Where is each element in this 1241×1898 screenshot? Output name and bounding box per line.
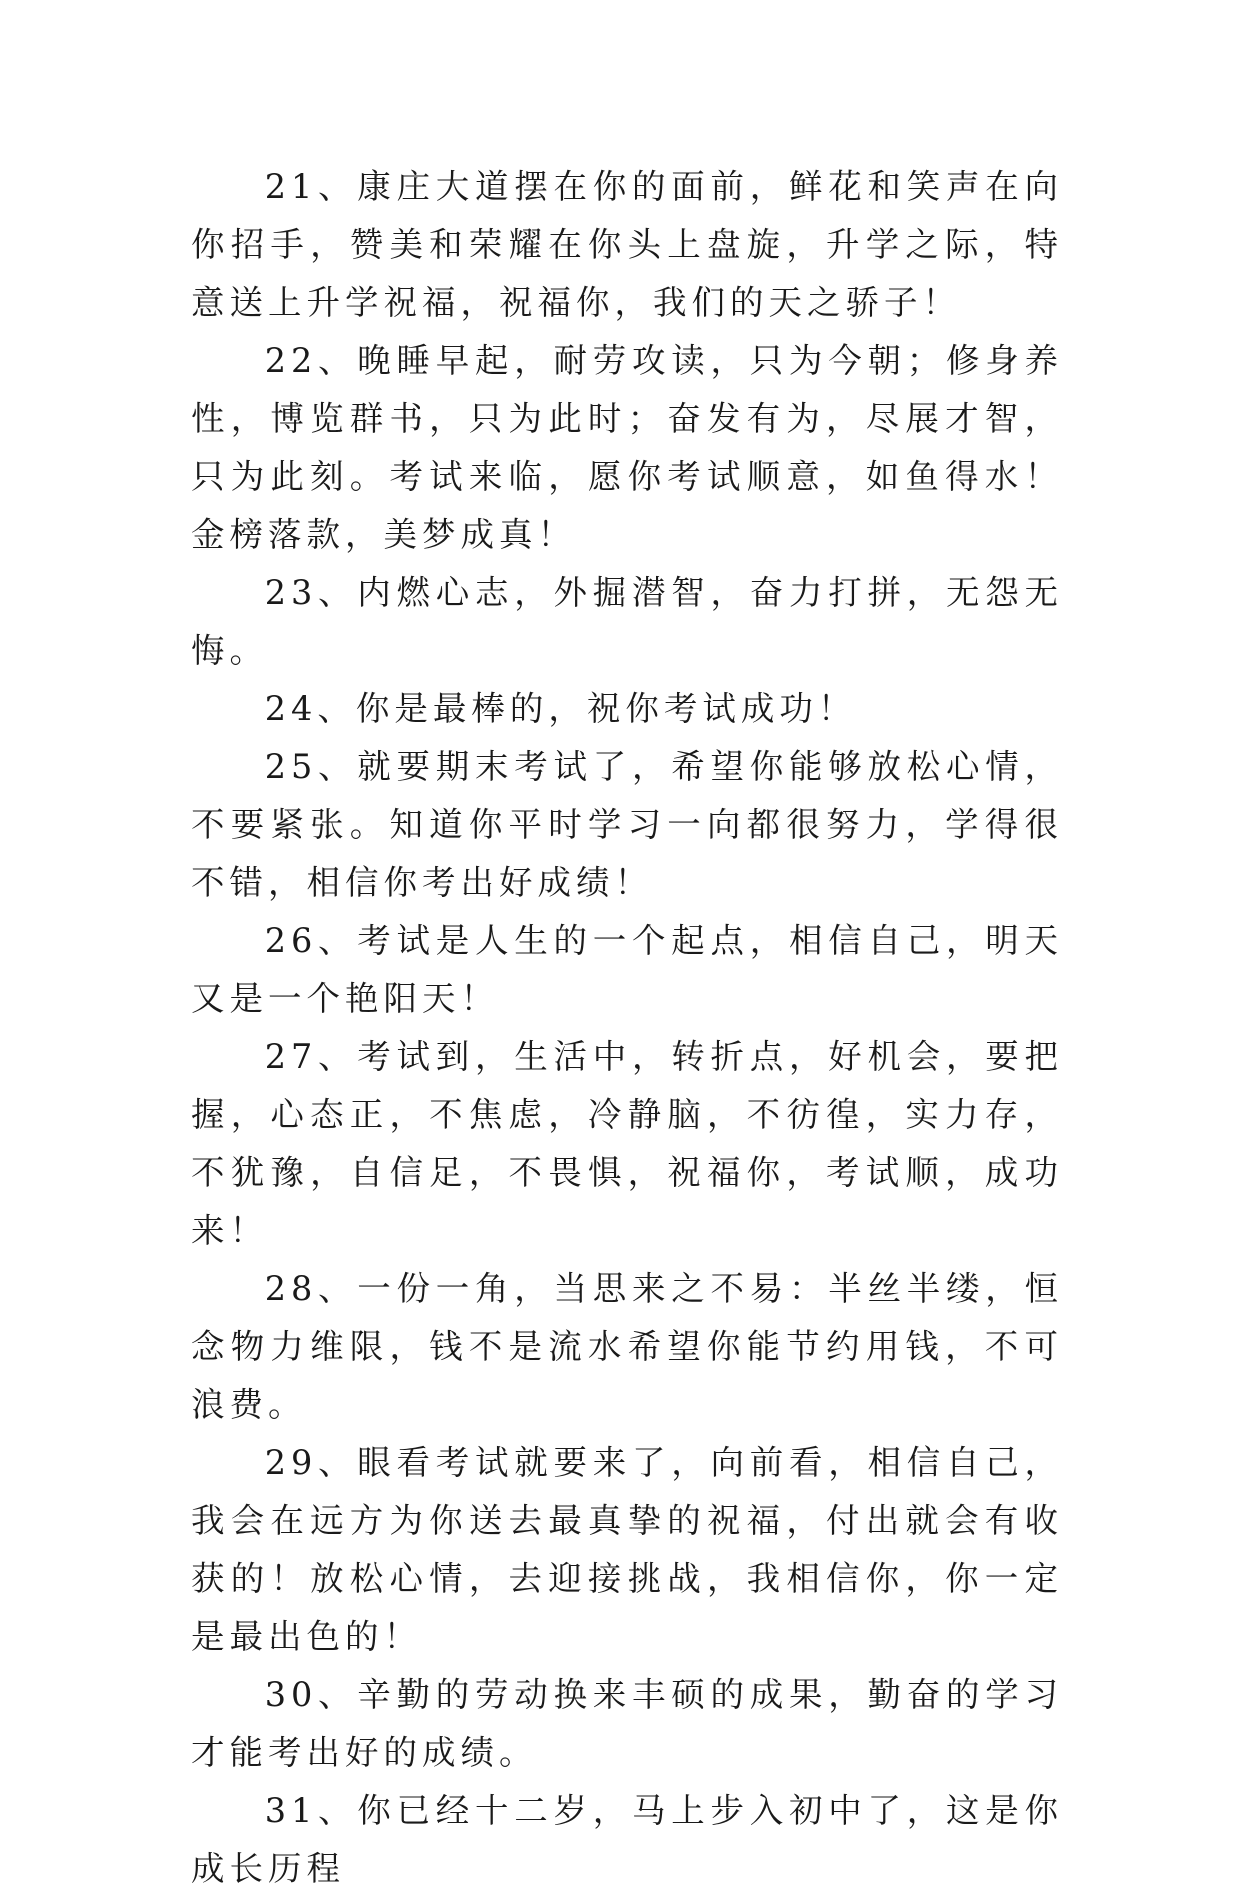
paragraph-22: 22、晚睡早起，耐劳攻读，只为今朝；修身养性，博览群书，只为此时；奋发有为，尽展才智，只为此刻。考试来临，愿你考试顺意，如鱼得水！金榜落款，美梦成真！: [191, 341, 1063, 554]
paragraph-27: 27、考试到，生活中，转折点，好机会，要把握，心态正，不焦虑，冷静脑，不彷徨，实力存，不犹豫，自信足，不畏惧，祝福你，考试顺，成功来！: [191, 1037, 1063, 1250]
paragraph-25: 25、就要期末考试了，希望你能够放松心情，不要紧张。知道你平时学习一向都很努力，学得很不错，相信你考出好成绩！: [191, 747, 1063, 902]
paragraph-31: 31、你已经十二岁，马上步入初中了，这是你成长历程: [191, 1791, 1063, 1888]
paragraph-29: 29、眼看考试就要来了，向前看，相信自己，我会在远方为你送去最真挚的祝福，付出就会有收获的！放松心情，去迎接挑战，我相信你，你一定是最出色的！: [191, 1443, 1063, 1656]
paragraph-21: 21、康庄大道摆在你的面前，鲜花和笑声在向你招手，赞美和荣耀在你头上盘旋，升学之际，特意送上升学祝福，祝福你，我们的天之骄子！: [191, 167, 1063, 322]
paragraph-23: 23、内燃心志，外掘潜智，奋力打拼，无怨无悔。: [191, 573, 1063, 670]
paragraph-24: 24、你是最棒的，祝你考试成功！: [264, 689, 857, 728]
paragraph-30: 30、辛勤的劳动换来丰硕的成果，勤奋的学习才能考出好的成绩。: [191, 1675, 1063, 1772]
document-body: [191, 158, 1063, 1898]
paragraph-28: 28、一份一角，当思来之不易：半丝半缕，恒念物力维限，钱不是流水希望你能节约用钱，不可浪费。: [191, 1269, 1063, 1424]
paragraph-26: 26、考试是人生的一个起点，相信自己，明天又是一个艳阳天！: [191, 921, 1063, 1018]
